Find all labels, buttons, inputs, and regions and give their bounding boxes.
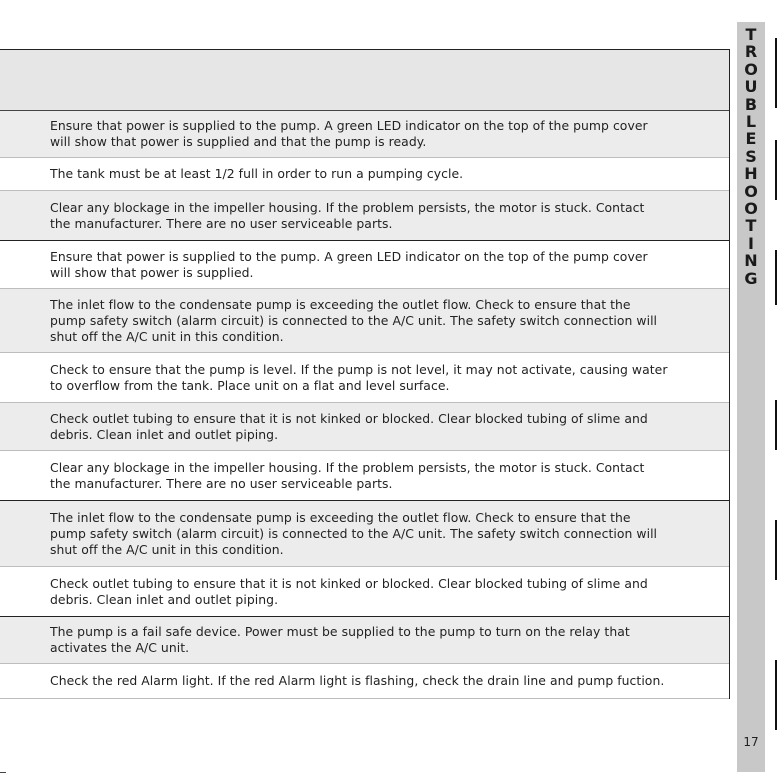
troubleshooting-table xyxy=(0,49,730,699)
table-row xyxy=(0,451,729,501)
solution-text: Check outlet tubing to ensure that it is not kinked or blocked. Clear blocked tubing of slime and debris. Clean inlet and outlet piping. xyxy=(50,575,648,607)
solution-text: Clear any blockage in the impeller housing. If the problem persists, the motor is stuck. Contact the manufacturer. There are no user serviceable parts. xyxy=(50,459,645,491)
solution-text: Clear any blockage in the impeller housing. If the problem persists, the motor is stuck. Contact the manufacturer. There are no user serviceable parts. xyxy=(50,199,645,231)
edge-mark xyxy=(775,400,777,450)
table-row xyxy=(0,567,729,617)
table-row xyxy=(0,191,729,241)
table-row xyxy=(0,158,729,191)
solution-text: Ensure that power is supplied to the pump. A green LED indicator on the top of the pump cover will show that power is supplied. xyxy=(50,248,648,280)
solution-text: The pump is a fail safe device. Power must be supplied to the pump to turn on the relay that activates the A/C unit. xyxy=(50,624,630,655)
solution-text: Check outlet tubing to ensure that it is not kinked or blocked. Clear blocked tubing of slime and debris. Clean inlet and outlet piping. xyxy=(50,410,648,442)
edge-mark xyxy=(775,520,777,580)
solution-text: Check to ensure that the pump is level. If the pump is not level, it may not activate, causing water to overflow from the tank. Place unit on a flat and level surface. xyxy=(50,361,668,393)
table-row xyxy=(0,501,729,567)
table-row xyxy=(0,403,729,451)
table-row xyxy=(0,617,729,664)
solution-text: Ensure that power is supplied to the pump. A green LED indicator on the top of the pump cover will show that power is supplied and that the pump is ready. xyxy=(50,118,648,149)
edge-mark xyxy=(775,250,777,305)
table-row xyxy=(0,111,729,158)
crop-mark xyxy=(0,772,6,773)
edge-mark xyxy=(775,660,777,730)
solution-text: The inlet flow to the condensate pump is exceeding the outlet flow. Check to ensure that the pump safety switch (alarm circuit) is connected to the A/C unit. The safety switch connection will shut off the A/C unit in this condition. xyxy=(50,296,658,344)
edge-mark xyxy=(775,140,777,200)
table-row xyxy=(0,664,729,699)
table-row xyxy=(0,289,729,353)
solution-text: The inlet flow to the condensate pump is exceeding the outlet flow. Check to ensure that the pump safety switch (alarm circuit) is connected to the A/C unit. The safety switch connection will shut off the A/C unit in this condition. xyxy=(50,509,658,557)
solution-text: Check the red Alarm light. If the red Alarm light is flashing, check the drain line and pump fuction. xyxy=(50,673,665,688)
table-row xyxy=(0,241,729,289)
page-edge-marks xyxy=(771,0,781,781)
edge-mark xyxy=(775,38,777,108)
section-tab xyxy=(737,22,765,772)
table-row xyxy=(0,353,729,403)
table-header xyxy=(0,50,729,111)
solution-text: The tank must be at least 1/2 full in order to run a pumping cycle. xyxy=(50,166,464,181)
section-title: T R O U B L E S H O O T I N G xyxy=(744,25,758,288)
page-number: 17 xyxy=(743,735,759,749)
